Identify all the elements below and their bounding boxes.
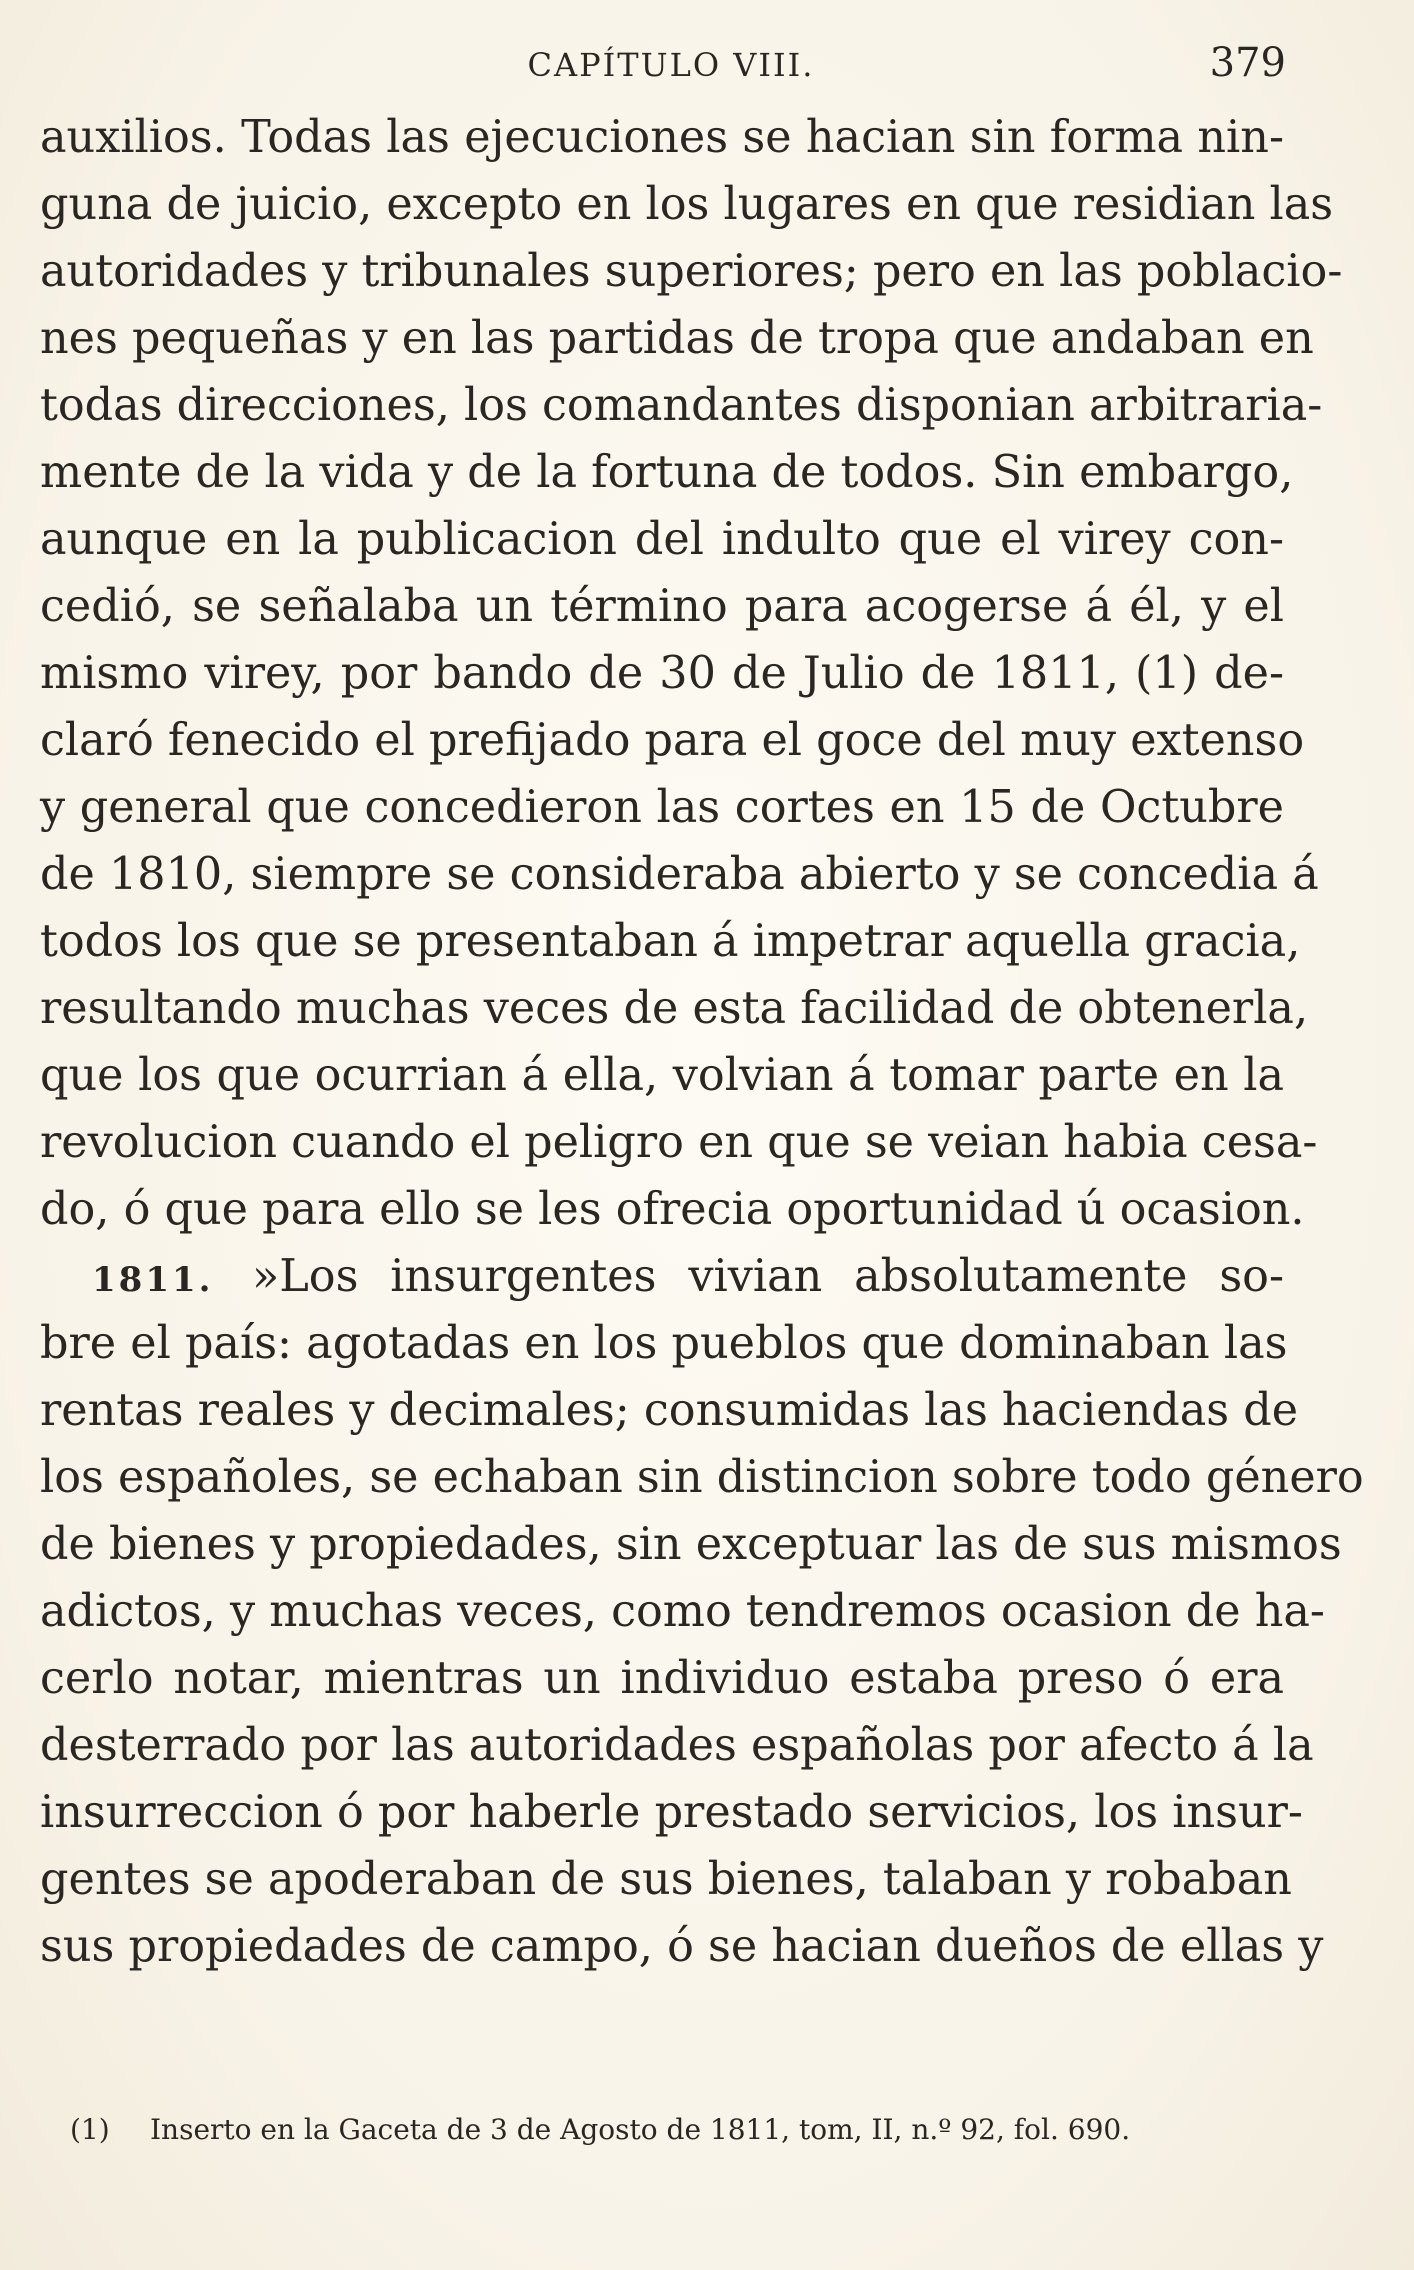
text-line: claró fenecido el prefijado para el goce del muy extenso xyxy=(40,715,1305,766)
text-line: »Los insurgentes vivian absolutamente so- xyxy=(252,1251,1284,1302)
text-line: todas direcciones, los comandantes disponian arbitraria- xyxy=(40,380,1323,431)
text-line: do, ó que para ello se les ofrecia oportunidad ú ocasion. xyxy=(40,1184,1305,1235)
text-line: que los que ocurrian á ella, volvian á tomar parte en la xyxy=(40,1050,1284,1101)
text-line: auxilios. Todas las ejecuciones se hacian sin forma nin- xyxy=(40,112,1284,163)
body-text xyxy=(40,104,1364,1980)
text-line: autoridades y tribunales superiores; pero en las poblacio- xyxy=(40,246,1343,297)
text-line: y general que concedieron las cortes en 15 de Octubre xyxy=(40,782,1284,833)
footnote xyxy=(70,2110,1250,2150)
text-line: de bienes y propiedades, sin exceptuar las de sus mismos xyxy=(40,1519,1342,1570)
text-line: rentas reales y decimales; consumidas las haciendas de xyxy=(40,1385,1299,1436)
text-line: insurreccion ó por haberle prestado servicios, los insur- xyxy=(40,1787,1303,1838)
text-line: mismo virey, por bando de 30 de Julio de 1811, (1) de- xyxy=(40,648,1284,699)
running-header xyxy=(56,40,1286,90)
footnote-text: Inserto en la Gaceta de 3 de Agosto de 1811, tom, II, n.º 92, fol. 690. xyxy=(150,2113,1131,2146)
text-line: cedió, se señalaba un término para acogerse á él, y el xyxy=(40,581,1284,632)
text-line: gentes se apoderaban de sus bienes, talaban y robaban xyxy=(40,1854,1292,1905)
text-line: revolucion cuando el peligro en que se veian habia cesa- xyxy=(40,1117,1318,1168)
text-line: nes pequeñas y en las partidas de tropa que andaban en xyxy=(40,313,1314,364)
text-line: mente de la vida y de la fortuna de todos. Sin embargo, xyxy=(40,447,1294,498)
chapter-title: CAPÍTULO VIII. xyxy=(527,46,815,84)
footnote-marker: (1) xyxy=(70,2113,110,2146)
text-line: los españoles, se echaban sin distincion sobre todo género xyxy=(40,1452,1364,1503)
page-number: 379 xyxy=(1209,40,1286,86)
text-line: de 1810, siempre se consideraba abierto y se concedia á xyxy=(40,849,1319,900)
text-line: bre el país: agotadas en los pueblos que dominaban las xyxy=(40,1318,1288,1369)
text-line: resultando muchas veces de esta facilidad de obtenerla, xyxy=(40,983,1309,1034)
text-line: desterrado por las autoridades españolas por afecto á la xyxy=(40,1720,1314,1771)
text-line: todos los que se presentaban á impetrar aquella gracia, xyxy=(40,916,1301,967)
paragraph-start-line xyxy=(40,1243,1284,1310)
text-line: adictos, y muchas veces, como tendremos ocasion de ha- xyxy=(40,1586,1325,1637)
text-line: cerlo notar, mientras un individuo estaba preso ó era xyxy=(40,1653,1284,1704)
text-line: aunque en la publicacion del indulto que el virey con- xyxy=(40,514,1284,565)
text-line: guna de juicio, excepto en los lugares en que residian las xyxy=(40,179,1334,230)
text-line: sus propiedades de campo, ó se hacian dueños de ellas y xyxy=(40,1921,1324,1972)
margin-year-note: 1811. xyxy=(92,1260,214,1300)
